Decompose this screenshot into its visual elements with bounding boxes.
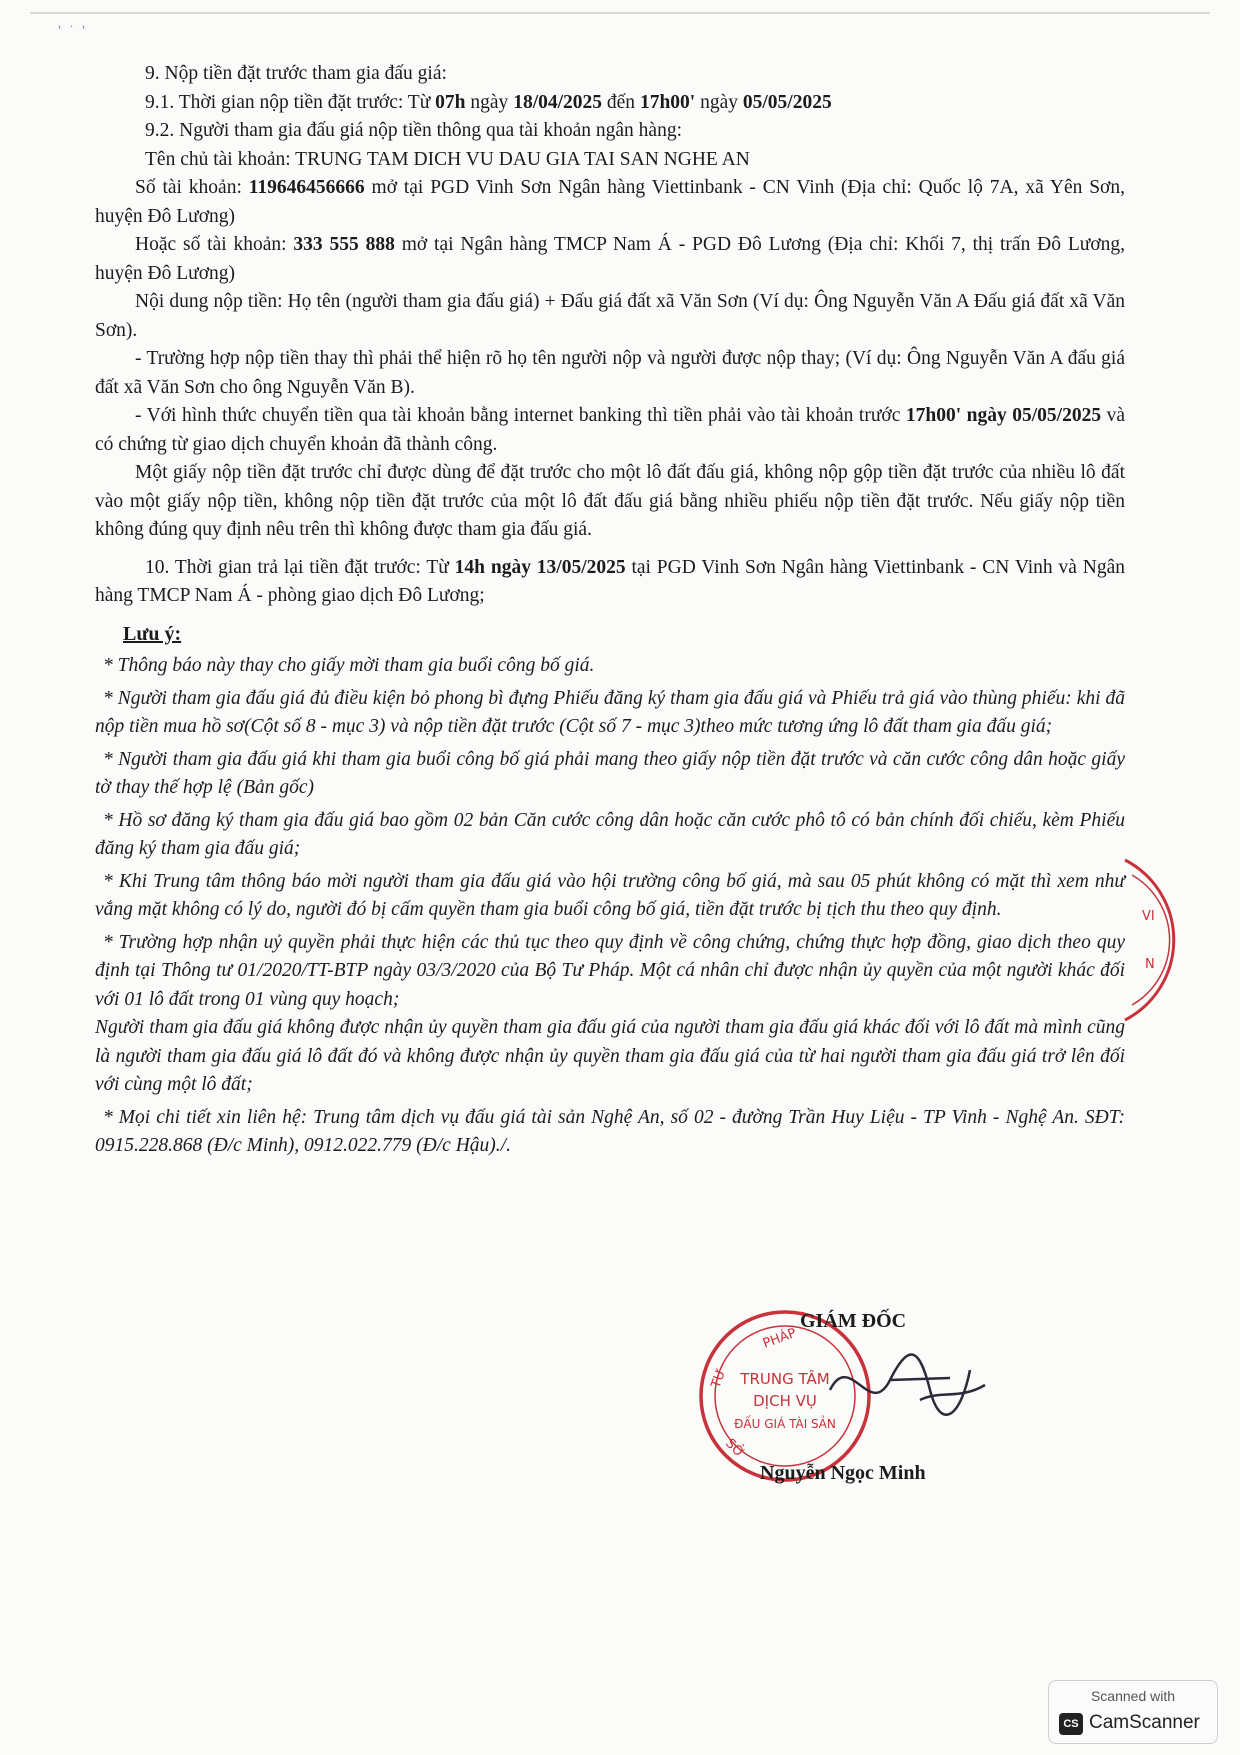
- one-slip-rule: Một giấy nộp tiền đặt trước chỉ được dùng để đặt trước cho một lô đất đấu giá, không nộp gộp tiền đặt trước của nhiều lô đất vào một giấy nộp tiền, không nộp tiền đặt trước của một lô đất đấu giá bằng nhiều phiếu nộp tiền đặt trước. Nếu giấy nộp tiền không đúng quy định nêu trên thì không được tham gia đấu giá.: [95, 462, 1125, 540]
- svg-text:TƯ: TƯ: [708, 1367, 730, 1391]
- note-item: * Trường hợp nhận uỷ quyền phải thực hiện các thủ tục theo quy định về công chứng, chứng thực hợp đồng, giao dịch theo quy định tại Thông tư 01/2020/TT-BTP ngày 03/3/2020 của Bộ Tư Pháp. Một cá nhân chỉ được nhận ủy quyền của một người khác đối với 01 lô đất trong 01 vùng quy hoạch;: [95, 931, 1125, 1010]
- camscanner-watermark: [1048, 1680, 1218, 1744]
- svg-text:PHÁP: PHÁP: [760, 1325, 799, 1352]
- partial-stamp-margin: [1120, 850, 1240, 1035]
- scan-top-edge: [30, 12, 1210, 14]
- note-item-contact: * Mọi chi tiết xin liên hệ: Trung tâm dịch vụ đấu giá tài sản Nghệ An, số 02 - đường Trần Huy Liệu - TP Vinh - Nghệ An. SĐT: 0915.228.868 (Đ/c Minh), 0912.022.779 (Đ/c Hậu)./.: [95, 1106, 1125, 1156]
- side-stamp-text: N: [1145, 957, 1155, 972]
- note-item: * Khi Trung tâm thông báo mời người tham gia đấu giá vào hội trường công bố giá, mà sau 05 phút không có mặt thì xem như vắng mặt không có lý do, người đó bị cấm quyền tham gia buổi công bố giá, tiền đặt trước bị tịch thu theo quy định.: [95, 870, 1125, 920]
- payment-content: Nội dung nộp tiền: Họ tên (người tham gia đấu giá) + Đấu giá đất xã Văn Sơn (Ví dụ: Ông Nguyễn Văn A Đấu giá đất xã Văn Sơn).: [95, 291, 1125, 341]
- side-stamp-text: VI: [1142, 909, 1155, 924]
- section-9-2: 9.2. Người tham gia đấu giá nộp tiền thông qua tài khoản ngân hàng:: [145, 120, 682, 141]
- svg-text:SỞ: SỞ: [722, 1436, 748, 1461]
- note-item: * Người tham gia đấu giá khi tham gia buổi công bố giá phải mang theo giấy nộp tiền đặt trước và căn cước công dân hoặc giấy tờ thay thế hợp lệ (Bản gốc): [95, 748, 1125, 798]
- notes-heading: Lưu ý:: [123, 622, 182, 645]
- section-9-title: 9. Nộp tiền đặt trước tham gia đấu giá:: [145, 63, 447, 84]
- camscanner-logo-icon: CS: [1059, 1713, 1083, 1735]
- scanned-with-label: Scanned with: [1090, 1688, 1176, 1704]
- director-name: Nguyễn Ngọc Minh: [760, 1462, 926, 1484]
- account-2: Hoặc số tài khoản: 333 555 888 mở tại Ngân hàng TMCP Nam Á - PGD Đô Lương (Địa chỉ: Khối 7, thị trấn Đô Lương, huyện Đô Lương): [95, 234, 1126, 284]
- svg-text:TRUNG TÂM: TRUNG TÂM: [740, 1370, 830, 1388]
- handwritten-signature: [800, 1330, 1000, 1445]
- account-holder: Tên chủ tài khoản: TRUNG TAM DICH VU DAU GIA TAI SAN NGHE AN: [145, 148, 750, 170]
- svg-text:DỊCH VỤ: DỊCH VỤ: [753, 1392, 817, 1410]
- note-item: * Thông báo này thay cho giấy mời tham gia buổi công bố giá.: [103, 655, 595, 676]
- note-item: * Hồ sơ đăng ký tham gia đấu giá bao gồm 02 bản Căn cước công dân hoặc căn cước phô tô có bản chính đối chiếu, kèm Phiếu đăng ký tham gia đấu giá;: [95, 809, 1125, 859]
- camscanner-name: CamScanner: [1089, 1712, 1200, 1733]
- document-body: [95, 60, 1125, 1161]
- director-title: GIÁM ĐỐC: [800, 1310, 907, 1332]
- svg-text:ĐẤU GIÁ TÀI SẢN: ĐẤU GIÁ TÀI SẢN: [734, 1417, 836, 1431]
- note-item: Người tham gia đấu giá không được nhận ủy quyền tham gia đấu giá của người tham gia đấu giá khác đối với lô đất mà mình cũng là người tham gia đấu giá lô đất đó và không được nhận ủy quyền tham gia đấu giá của từ hai người tham gia đấu giá trở lên đối với cùng một lô đất;: [95, 1017, 1125, 1095]
- section-9-1: 9.1. Thời gian nộp tiền đặt trước: Từ 07h ngày 18/04/2025 đến 17h00' ngày 05/05/2025: [145, 91, 832, 113]
- proxy-payment: - Trường hợp nộp tiền thay thì phải thể hiện rõ họ tên người nộp và người được nộp thay; (Ví dụ: Ông Nguyễn Văn A đấu giá đất xã Văn Sơn cho ông Nguyễn Văn B).: [95, 348, 1125, 398]
- signature-block: [708, 1310, 1040, 1510]
- note-item: * Người tham gia đấu giá đủ điều kiện bỏ phong bì đựng Phiếu đăng ký tham gia đấu giá và Phiếu trả giá vào thùng phiếu: khi đã nộp tiền mua hồ sơ(Cột số 8 - mục 3) và nộp tiền đặt trước (Cột số 7 - mục 3)theo mức tương ứng lô đất tham gia đấu giá;: [95, 687, 1125, 737]
- header-fragment: , . ,: [58, 16, 88, 30]
- section-10: 10. Thời gian trả lại tiền đặt trước: Từ 14h ngày 13/05/2025 tại PGD Vinh Sơn Ngân hàng Viettinbank - CN Vinh và Ngân hàng TMCP Nam Á - phòng giao dịch Đô Lương;: [95, 556, 1125, 606]
- account-1: Số tài khoản: 119646456666 mở tại PGD Vinh Sơn Ngân hàng Viettinbank - CN Vinh (Địa chỉ: Quốc lộ 7A, xã Yên Sơn, huyện Đô Lương): [95, 177, 1125, 227]
- internet-banking: - Với hình thức chuyển tiền qua tài khoản bằng internet banking thì tiền phải vào tài khoản trước 17h00' ngày 05/05/2025 và có chứng từ giao dịch chuyển khoản đã thành công.: [95, 405, 1126, 455]
